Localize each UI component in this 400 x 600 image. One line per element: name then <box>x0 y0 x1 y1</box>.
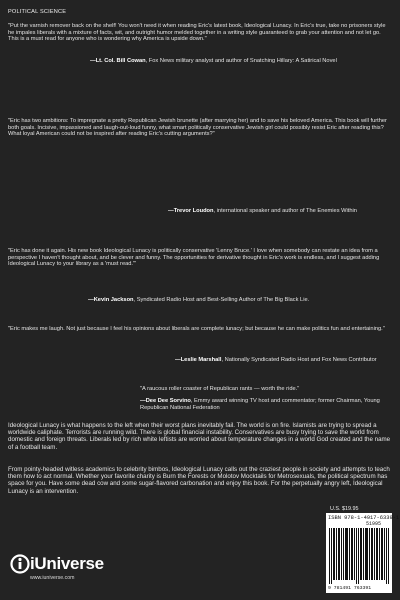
blurb-1-author: —Lt. Col. Bill Cowan <box>90 58 146 64</box>
iuniverse-logo-icon <box>10 554 30 574</box>
blurb-5-attribution <box>140 398 392 411</box>
blurb-4-author: —Leslie Marshall <box>175 357 222 363</box>
blurb-4-text: "Eric makes me laugh. Not just because I feel his opinions about liberals are complete lunacy; but because he can make politics fun and entertaining." <box>8 326 385 332</box>
description-paragraph-2: From pointy-headed witless academics to celebrity bimbos, Ideological Lunacy calls out the craziest people in society and attempts to teach them how to act normal. Whether your favorite charity is Burn the Forests or Molotov Mocktails for Metrosexuals, the political spectrum has space for you. Have some dead cow and some sugar-flavored carbonation and enjoy this book. For the perpetually angry left, Ideological Lunacy is an intervention. <box>8 466 390 495</box>
blurb-1-text: "Put the varnish remover back on the shelf! You won't need it when reading Eric's latest book, Ideological Lunacy. In Eric's true, take no prisoners style he impales liberals with a mixture of facts, wit, and outright humor melded together in a writing style guaranteed to grab your attention and not let go. This is a must read for anyone who is wondering why America is upside down." <box>8 23 386 43</box>
barcode-digits: 9 781491 763391 <box>328 586 372 591</box>
blurb-2-text: "Eric has two ambitions: To impregnate a pretty Republican Jewish brunette (after marrying her) and to save his beloved America. This book will further both goals. Incisive, impassioned and laugh-out-loud funny, what smart politically conservative Jewish girl could possibly resist Eric after reading this? What loyal American could not be inspired after reading Eric's cutting arguments?" <box>8 118 387 138</box>
blurb-4-attribution <box>175 357 390 364</box>
price-label: U.S. $19.95 <box>330 506 359 512</box>
publisher-name: iUniverse <box>30 554 104 573</box>
blurb-1-attribution <box>90 58 390 65</box>
blurb-2-attribution <box>168 208 390 215</box>
blurb-2-credit: , international speaker and author of The Enemies Within <box>213 208 357 214</box>
description-paragraph-1: Ideological Lunacy is what happens to the left when their worst plans inevitably fail. The world is on fire. Islamists are trying to spread a worldwide caliphate. Terrorists are running wild. There is global financial instability. Conservatives are busy trying to save the world from domestic and foreign threats. Liberals led by rich white leftists are worried about temperature changes in a world God created and the name of a football team. <box>8 422 391 451</box>
blurb-1-credit: , Fox News military analyst and author of Snatching Hillary: A Satirical Novel <box>145 58 337 64</box>
publisher-logo <box>10 548 130 586</box>
isbn-barcode <box>326 513 400 593</box>
blurb-3-text: "Eric has done it again. His new book Ideological Lunacy is politically conservative 'Lenny Bruce.' I love when somebody can restate an idea from a perspective I haven't thought about, and be clever and funny. The opportunities for derivative thought in Eric's work is endless, and I suggest adding Ideological Lunacy to your library as a 'must read.'" <box>8 248 380 268</box>
blurb-3-credit: , Syndicated Radio Host and Best-Selling Author of The Big Black Lie. <box>133 297 310 303</box>
barcode-addon-code: 51995 <box>366 521 382 527</box>
blurb-5-author: —Dee Dee Sorvino <box>140 398 191 404</box>
blurb-3-attribution <box>88 297 388 304</box>
isbn-number: ISBN 978-1-4917-6339-1 <box>328 515 400 521</box>
barcode-bars-icon <box>329 528 389 584</box>
blurb-3-author: —Kevin Jackson <box>88 297 134 303</box>
blurb-4-credit: , Nationally Syndicated Radio Host and Fox News Contributor <box>221 357 377 363</box>
publisher-url: www.iuniverse.com <box>30 575 75 581</box>
blurb-5-credit: , Emmy award winning TV host and commentator; former Chairman, Young Republican National Federation <box>140 398 380 411</box>
category-label: POLITICAL SCIENCE <box>8 9 67 15</box>
blurb-2-author: —Trevor Loudon <box>168 208 214 214</box>
blurb-5-text: "A raucous roller coaster of Republican rants — worth the ride." <box>140 386 300 392</box>
